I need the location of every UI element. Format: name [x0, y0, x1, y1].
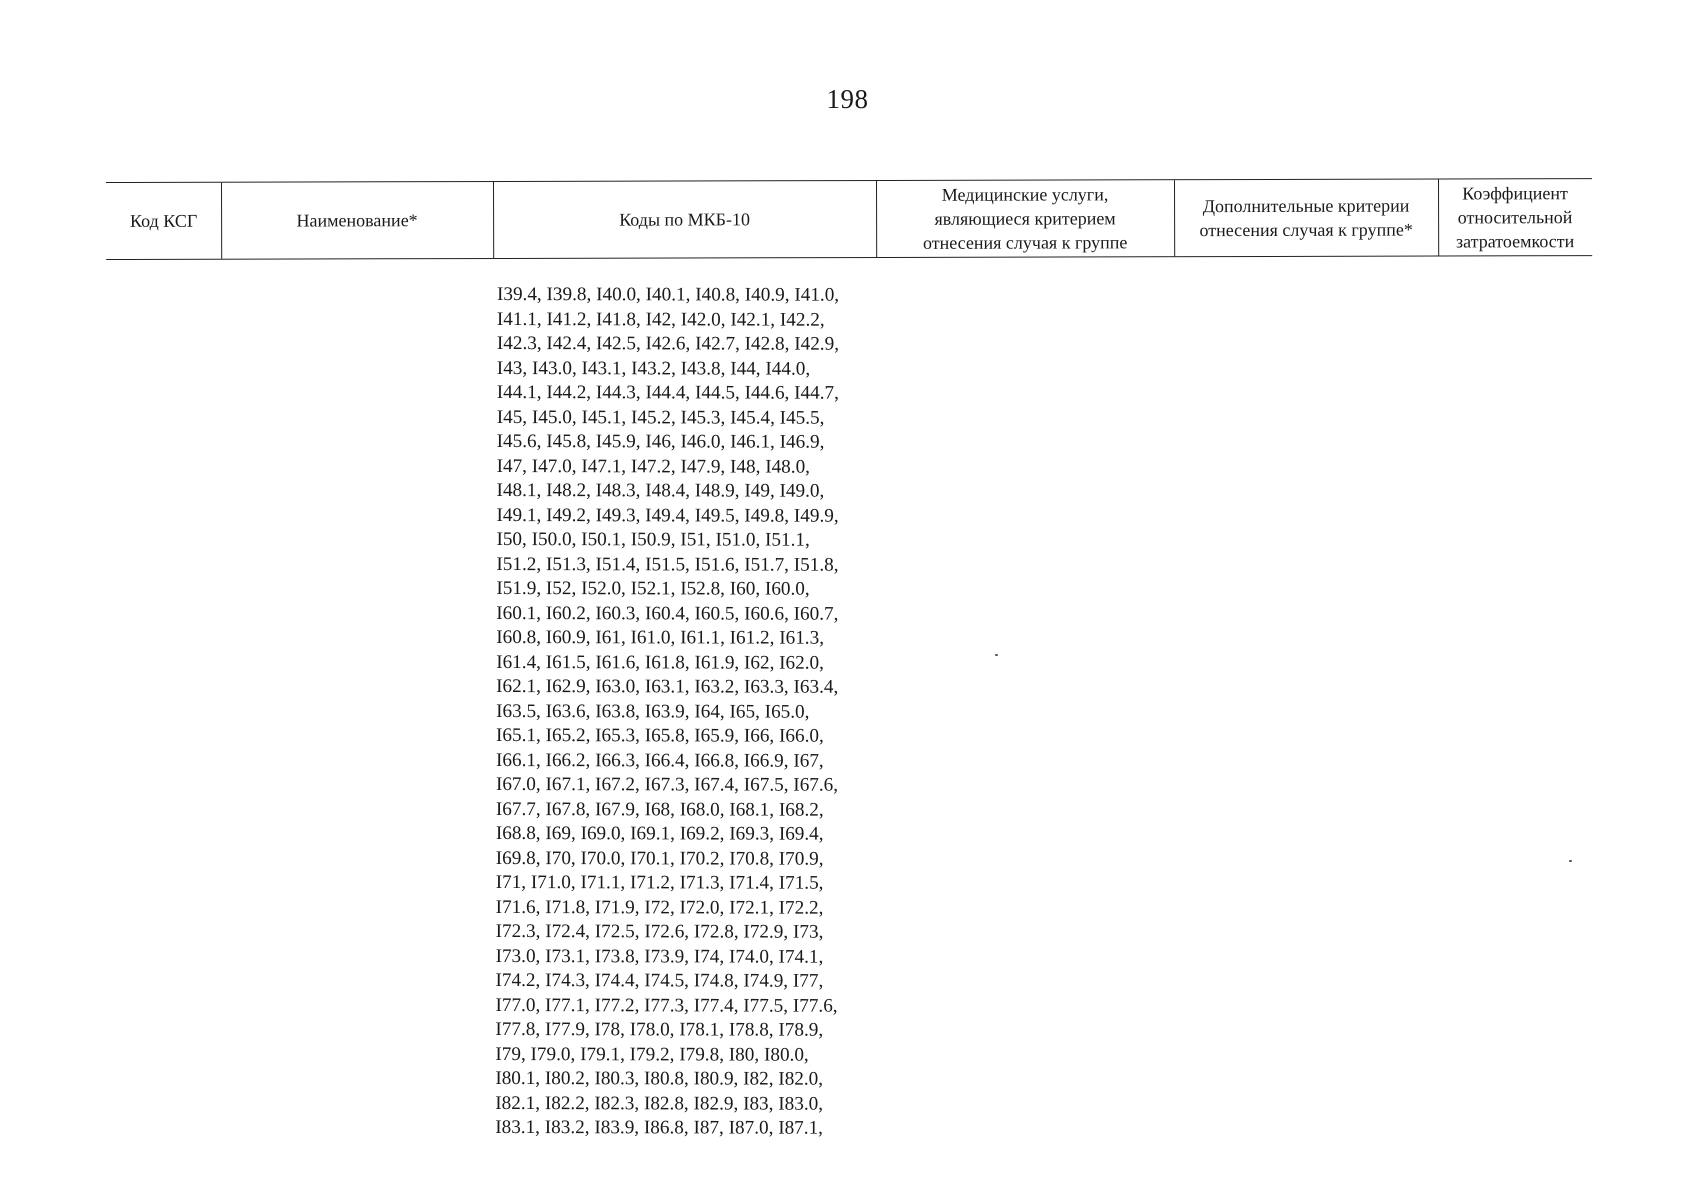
- header-cost-coefficient: Коэффициент относительной затратоемкости: [1456, 183, 1575, 252]
- icd10-code-line: I77.8, I77.9, I78, I78.0, I78.1, I78.8, I78.9,: [495, 1018, 824, 1041]
- icd10-code-line: I65.1, I65.2, I65.3, I65.8, I65.9, I66, I66.0,: [496, 724, 824, 747]
- icd10-code-line: I41.1, I41.2, I41.8, I42, I42.0, I42.1, I42.2,: [496, 308, 825, 331]
- icd10-code-line: I60.8, I60.9, I61, I61.0, I61.1, I61.2, I61.3,: [496, 626, 825, 649]
- header-icd10-codes: Коды по МКБ-10: [619, 209, 751, 230]
- icd10-code-line: I74.2, I74.3, I74.4, I74.5, I74.8, I74.9, I77,: [495, 969, 824, 992]
- icd10-code-line: I80.1, I80.2, I80.3, I80.8, I80.9, I82, I82.0,: [495, 1067, 824, 1090]
- icd10-code-line: I51.2, I51.3, I51.4, I51.5, I51.6, I51.7, I51.8,: [496, 553, 839, 576]
- page-number: 198: [826, 84, 869, 114]
- icd10-code-line: I66.1, I66.2, I66.3, I66.4, I66.8, I66.9, I67,: [495, 749, 824, 772]
- header-name: Наименование*: [296, 210, 418, 231]
- icd10-codes-cell: [495, 283, 839, 1141]
- icd10-code-line: I67.7, I67.8, I67.9, I68, I68.0, I68.1, I68.2,: [495, 798, 824, 821]
- icd10-code-line: I60.1, I60.2, I60.3, I60.4, I60.5, I60.6, I60.7,: [496, 602, 839, 625]
- icd10-code-line: I49.1, I49.2, I49.3, I49.4, I49.5, I49.8, I49.9,: [496, 504, 839, 527]
- icd10-code-line: I39.4, I39.8, I40.0, I40.1, I40.8, I40.9, I41.0,: [496, 284, 840, 306]
- header-medical-services: Медицинские услуги, являющиеся критерием отнесения случая к группе: [922, 184, 1128, 253]
- icd10-code-line: I62.1, I62.9, I63.0, I63.1, I63.2, I63.3, I63.4,: [496, 675, 839, 698]
- icd10-code-line: I68.8, I69, I69.0, I69.1, I69.2, I69.3, I69.4,: [495, 822, 824, 845]
- icd10-code-line: I67.0, I67.1, I67.2, I67.3, I67.4, I67.5, I67.6,: [495, 773, 839, 796]
- icd10-code-line: I83.1, I83.2, I83.9, I86.8, I87, I87.0, I87.1,: [495, 1116, 824, 1139]
- icd10-code-line: I45, I45.0, I45.1, I45.2, I45.3, I45.4, I45.5,: [496, 406, 825, 429]
- scan-speck: [995, 654, 998, 656]
- scan-speck: [1569, 860, 1572, 862]
- icd10-code-line: I71, I71.0, I71.1, I71.2, I71.3, I71.4, I71.5,: [495, 871, 824, 894]
- icd10-code-line: I47, I47.0, I47.1, I47.2, I47.9, I48, I48.0,: [496, 455, 810, 478]
- icd10-code-line: I44.1, I44.2, I44.3, I44.4, I44.5, I44.6, I44.7,: [496, 381, 839, 404]
- icd10-code-line: I77.0, I77.1, I77.2, I77.3, I77.4, I77.5, I77.6,: [495, 994, 838, 1017]
- icd10-code-line: I61.4, I61.5, I61.6, I61.8, I61.9, I62, I62.0,: [496, 651, 824, 674]
- icd10-code-line: I69.8, I70, I70.0, I70.1, I70.2, I70.8, I70.9,: [495, 847, 824, 870]
- table-header: [106, 178, 1592, 260]
- icd10-code-line: I42.3, I42.4, I42.5, I42.6, I42.7, I42.8, I42.9,: [496, 332, 840, 355]
- icd10-code-line: I63.5, I63.6, I63.8, I63.9, I64, I65, I65.0,: [496, 700, 810, 723]
- icd10-code-line: I72.3, I72.4, I72.5, I72.6, I72.8, I72.9, I73,: [495, 920, 824, 943]
- header-additional-criteria: Дополнительные критерии отнесения случая к группе*: [1199, 195, 1413, 241]
- icd10-code-line: I51.9, I52, I52.0, I52.1, I52.8, I60, I60.0,: [496, 577, 810, 600]
- icd10-code-line: I50, I50.0, I50.1, I50.9, I51, I51.0, I51.1,: [496, 528, 810, 551]
- icd10-code-line: I79, I79.0, I79.1, I79.2, I79.8, I80, I80.0,: [495, 1043, 809, 1066]
- icd10-code-line: I48.1, I48.2, I48.3, I48.4, I48.9, I49, I49.0,: [496, 479, 825, 502]
- icd10-code-line: I82.1, I82.2, I82.3, I82.8, I82.9, I83, I83.0,: [495, 1092, 824, 1115]
- icd10-code-line: I73.0, I73.1, I73.8, I73.9, I74, I74.0, I74.1,: [495, 945, 824, 968]
- icd10-code-line: I71.6, I71.8, I71.9, I72, I72.0, I72.1, I72.2,: [495, 896, 824, 919]
- icd10-code-line: I45.6, I45.8, I45.9, I46, I46.0, I46.1, I46.9,: [496, 430, 825, 453]
- icd10-code-line: I43, I43.0, I43.1, I43.2, I43.8, I44, I44.0,: [496, 357, 811, 380]
- header-ksg-code: Код КСГ: [129, 210, 198, 231]
